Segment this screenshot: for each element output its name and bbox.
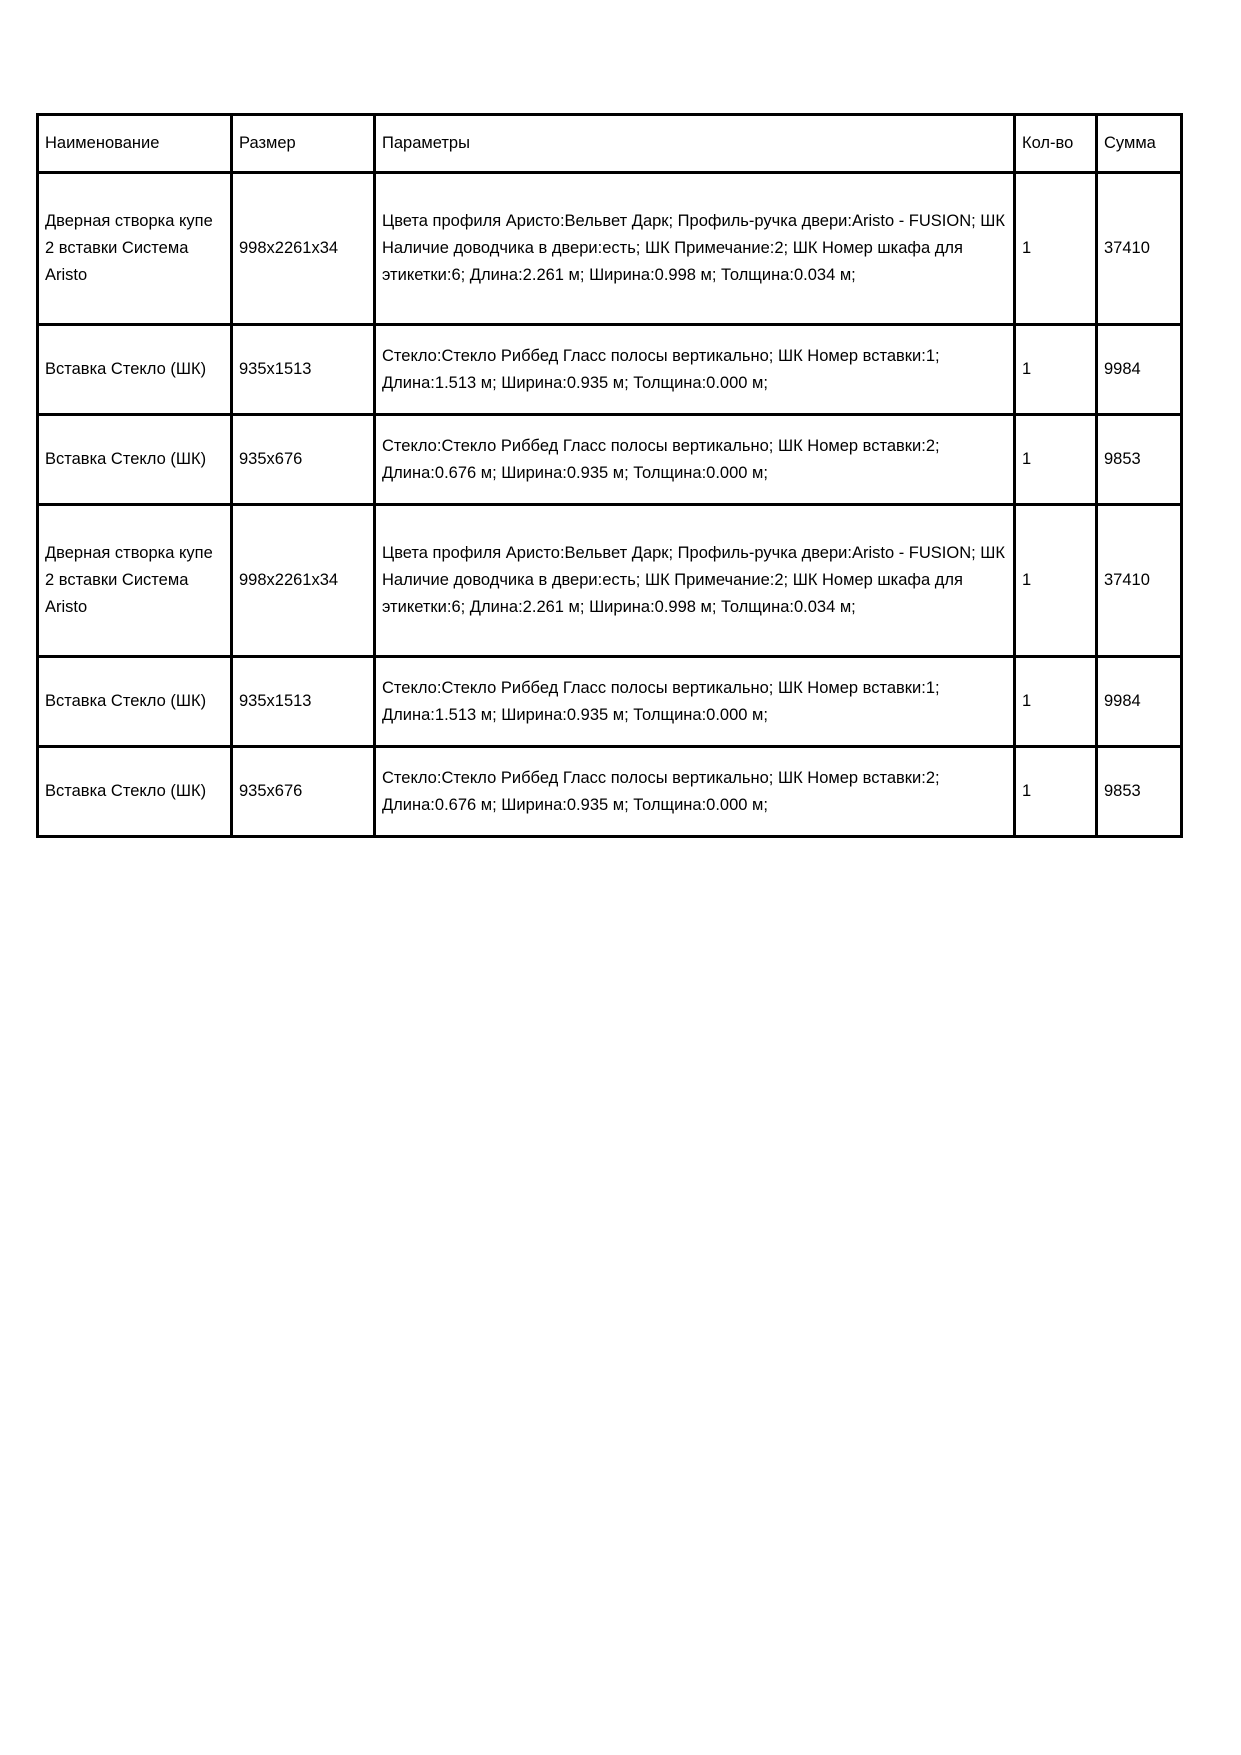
cell-name: Вставка Стекло (ШК) [38,747,232,837]
column-header-name: Наименование [38,115,232,173]
cell-size: 998x2261x34 [232,173,375,325]
items-table [36,113,1183,838]
cell-size: 935x1513 [232,325,375,415]
cell-size: 935x676 [232,415,375,505]
table-row [38,657,1182,747]
cell-name: Вставка Стекло (ШК) [38,325,232,415]
cell-sum: 9984 [1097,657,1182,747]
cell-sum: 9984 [1097,325,1182,415]
cell-qty: 1 [1015,173,1097,325]
table-row [38,173,1182,325]
column-header-qty: Кол-во [1015,115,1097,173]
cell-params: Цвета профиля Аристо:Вельвет Дарк; Профиль-ручка двери:Aristo - FUSION; ШК Наличие доводчика в двери:есть; ШК Примечание:2; ШК Номер шкафа для этикетки:6; Длина:2.261 м; Ширина:0.998 м; Толщина:0.034 м; [375,505,1015,657]
table-row [38,505,1182,657]
cell-size: 998x2261x34 [232,505,375,657]
cell-sum: 9853 [1097,747,1182,837]
cell-qty: 1 [1015,415,1097,505]
cell-qty: 1 [1015,505,1097,657]
cell-params: Стекло:Стекло Риббед Гласс полосы вертикально; ШК Номер вставки:2; Длина:0.676 м; Ширина:0.935 м; Толщина:0.000 м; [375,747,1015,837]
table-row [38,747,1182,837]
cell-name: Вставка Стекло (ШК) [38,657,232,747]
table-row [38,415,1182,505]
cell-sum: 9853 [1097,415,1182,505]
cell-params: Стекло:Стекло Риббед Гласс полосы вертикально; ШК Номер вставки:1; Длина:1.513 м; Ширина:0.935 м; Толщина:0.000 м; [375,325,1015,415]
column-header-params: Параметры [375,115,1015,173]
table-row [38,325,1182,415]
cell-sum: 37410 [1097,173,1182,325]
cell-qty: 1 [1015,747,1097,837]
column-header-sum: Сумма [1097,115,1182,173]
cell-params: Цвета профиля Аристо:Вельвет Дарк; Профиль-ручка двери:Aristo - FUSION; ШК Наличие доводчика в двери:есть; ШК Примечание:2; ШК Номер шкафа для этикетки:6; Длина:2.261 м; Ширина:0.998 м; Толщина:0.034 м; [375,173,1015,325]
cell-name: Дверная створка купе 2 вставки Система Aristo [38,173,232,325]
cell-sum: 37410 [1097,505,1182,657]
cell-qty: 1 [1015,657,1097,747]
cell-qty: 1 [1015,325,1097,415]
cell-params: Стекло:Стекло Риббед Гласс полосы вертикально; ШК Номер вставки:1; Длина:1.513 м; Ширина:0.935 м; Толщина:0.000 м; [375,657,1015,747]
cell-size: 935x1513 [232,657,375,747]
cell-params: Стекло:Стекло Риббед Гласс полосы вертикально; ШК Номер вставки:2; Длина:0.676 м; Ширина:0.935 м; Толщина:0.000 м; [375,415,1015,505]
cell-name: Дверная створка купе 2 вставки Система Aristo [38,505,232,657]
cell-size: 935x676 [232,747,375,837]
column-header-size: Размер [232,115,375,173]
cell-name: Вставка Стекло (ШК) [38,415,232,505]
table-header-row [38,115,1182,173]
